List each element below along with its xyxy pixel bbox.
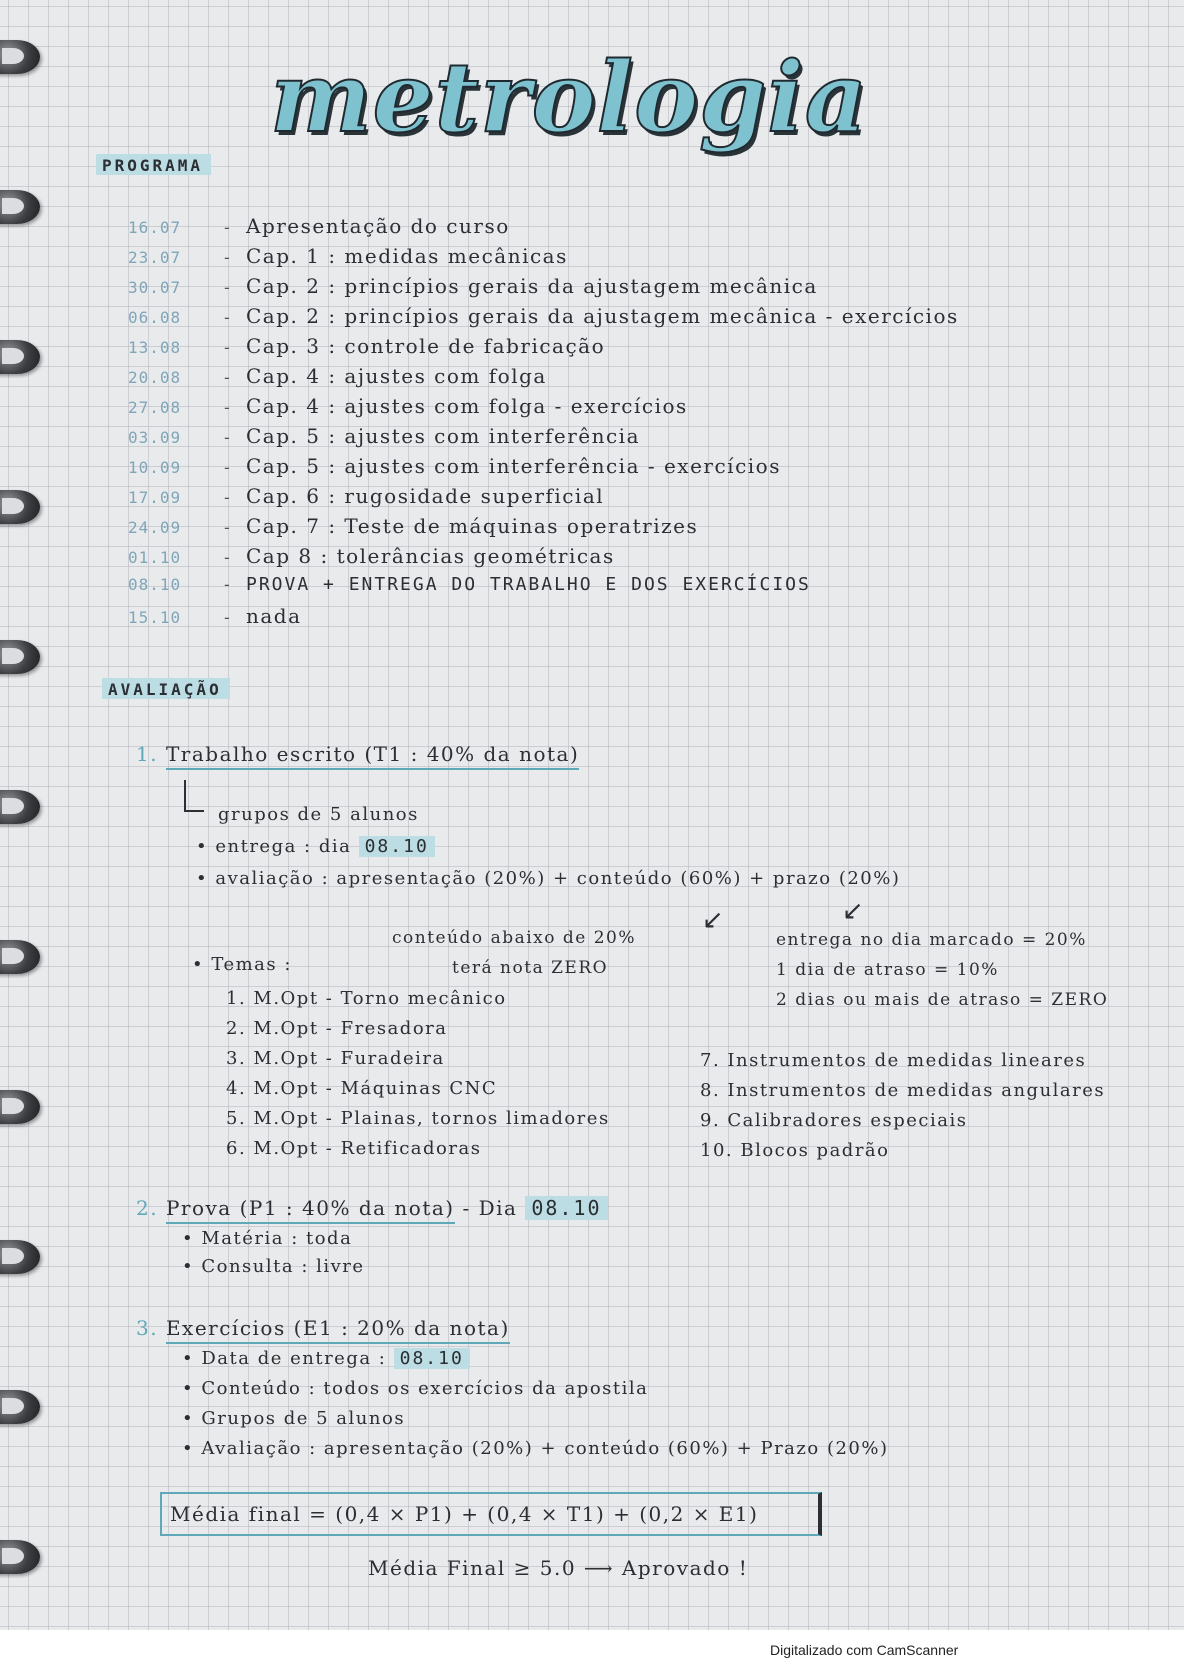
schedule-topic: Cap. 6 : rugosidade superficial xyxy=(246,484,605,508)
tema-item: 2. M.Opt - Fresadora xyxy=(226,1018,448,1039)
note-conteudo-2: terá nota ZERO xyxy=(452,958,609,978)
prova-title-text: Prova (P1 : 40% da nota) xyxy=(166,1196,455,1224)
schedule-date: 30.07 xyxy=(128,278,182,297)
exercicios-conteudo: • Conteúdo : todos os exercícios da apostila xyxy=(182,1378,649,1399)
tema-item: 3. M.Opt - Furadeira xyxy=(226,1048,445,1069)
aprovado-line: Média Final ≥ 5.0 ⟶ Aprovado ! xyxy=(368,1556,749,1580)
note-prazo-3: 2 dias ou mais de atraso = ZERO xyxy=(776,990,1109,1010)
prova-title xyxy=(136,1196,608,1220)
ring-icon xyxy=(0,340,40,374)
ring-icon xyxy=(0,1540,40,1574)
prova-dia-label: - Dia xyxy=(462,1196,518,1220)
schedule-date: 15.10 xyxy=(128,608,182,627)
avaliacao-heading xyxy=(102,678,230,699)
ring-icon xyxy=(0,190,40,224)
ring-icon xyxy=(0,1090,40,1124)
section-number: 2. xyxy=(136,1196,159,1220)
schedule-date: 16.07 xyxy=(128,218,182,237)
arrow-icon: ↙ xyxy=(702,905,724,935)
prova-dia-date: 08.10 xyxy=(525,1196,607,1220)
schedule-row: 06.08 - Cap. 2 : princípios gerais da ajustagem mecânica - exercícios xyxy=(128,304,959,328)
avaliacao-heading-label: AVALIAÇÃO xyxy=(102,678,230,699)
schedule-date: 08.10 xyxy=(128,575,182,594)
schedule-topic: Cap. 5 : ajustes com interferência - exercícios xyxy=(246,454,781,478)
schedule-topic: Cap. 3 : controle de fabricação xyxy=(246,334,606,358)
schedule-topic: Cap. 1 : medidas mecânicas xyxy=(246,244,568,268)
exercicios-data-label: • Data de entrega : xyxy=(182,1348,387,1369)
trabalho-title-text: Trabalho escrito (T1 : 40% da nota) xyxy=(166,742,579,770)
temas-label: • Temas : xyxy=(192,954,292,975)
spiral-binding xyxy=(0,0,60,1630)
note-conteudo-1: conteúdo abaixo de 20% xyxy=(392,928,637,948)
schedule-topic: Cap. 5 : ajustes com interferência xyxy=(246,424,640,448)
schedule-row: 16.07 - Apresentação do curso xyxy=(128,214,510,238)
arrow-icon xyxy=(184,780,204,812)
tema-item: 4. M.Opt - Máquinas CNC xyxy=(226,1078,498,1099)
schedule-topic: PROVA + ENTREGA DO TRABALHO E DOS EXERCÍCIOS xyxy=(246,574,811,595)
schedule-date: 24.09 xyxy=(128,518,182,537)
ring-icon xyxy=(0,490,40,524)
schedule-row: 23.07 - Cap. 1 : medidas mecânicas xyxy=(128,244,568,268)
ring-icon xyxy=(0,1240,40,1274)
page-title: metrologia xyxy=(270,41,868,154)
schedule-date: 23.07 xyxy=(128,248,182,267)
schedule-row: 13.08 - Cap. 3 : controle de fabricação xyxy=(128,334,606,358)
schedule-topic: Cap. 2 : princípios gerais da ajustagem mecânica - exercícios xyxy=(246,304,959,328)
schedule-topic: Cap. 2 : princípios gerais da ajustagem mecânica xyxy=(246,274,818,298)
note-prazo-2: 1 dia de atraso = 10% xyxy=(776,960,999,980)
ring-icon xyxy=(0,40,40,74)
programa-heading xyxy=(96,154,211,175)
trabalho-entrega xyxy=(196,836,435,857)
trabalho-title xyxy=(136,742,579,766)
programa-heading-label: PROGRAMA xyxy=(96,154,211,175)
exercicios-avaliacao: • Avaliação : apresentação (20%) + conteúdo (60%) + Prazo (20%) xyxy=(182,1438,889,1459)
schedule-row: 20.08 - Cap. 4 : ajustes com folga xyxy=(128,364,547,388)
schedule-date: 03.09 xyxy=(128,428,182,447)
ring-icon xyxy=(0,790,40,824)
schedule-row: 30.07 - Cap. 2 : princípios gerais da ajustagem mecânica xyxy=(128,274,818,298)
media-final-formula: Média final = (0,4 × P1) + (0,4 × T1) + (0,2 × E1) xyxy=(170,1502,759,1526)
ring-icon xyxy=(0,1390,40,1424)
ring-icon xyxy=(0,640,40,674)
section-number: 1. xyxy=(136,742,159,766)
schedule-topic: Apresentação do curso xyxy=(246,214,510,238)
schedule-row: 03.09 - Cap. 5 : ajustes com interferência xyxy=(128,424,640,448)
schedule-row: 27.08 - Cap. 4 : ajustes com folga - exercícios xyxy=(128,394,688,418)
schedule-topic: Cap. 4 : ajustes com folga - exercícios xyxy=(246,394,688,418)
exercicios-title xyxy=(136,1316,510,1340)
schedule-row: 08.10 - PROVA + ENTREGA DO TRABALHO E DOS EXERCÍCIOS xyxy=(128,574,811,595)
tema-item: 9. Calibradores especiais xyxy=(700,1110,968,1131)
schedule-date: 01.10 xyxy=(128,548,182,567)
tema-item: 8. Instrumentos de medidas angulares xyxy=(700,1080,1106,1101)
entrega-date: 08.10 xyxy=(359,836,435,857)
exercicios-data xyxy=(182,1348,470,1369)
schedule-row: 01.10 - Cap 8 : tolerâncias geométricas xyxy=(128,544,615,568)
schedule-topic: Cap. 4 : ajustes com folga xyxy=(246,364,547,388)
trabalho-avaliacao: • avaliação : apresentação (20%) + conteúdo (60%) + prazo (20%) xyxy=(196,868,901,889)
trabalho-grupos: grupos de 5 alunos xyxy=(218,804,419,825)
schedule-date: 17.09 xyxy=(128,488,182,507)
schedule-row: 10.09 - Cap. 5 : ajustes com interferência - exercícios xyxy=(128,454,781,478)
prova-materia: • Matéria : toda xyxy=(182,1228,353,1249)
ring-icon xyxy=(0,940,40,974)
tema-item: 6. M.Opt - Retificadoras xyxy=(226,1138,482,1159)
media-final-box xyxy=(160,1492,822,1536)
schedule-row: 24.09 - Cap. 7 : Teste de máquinas operatrizes xyxy=(128,514,699,538)
schedule-date: 10.09 xyxy=(128,458,182,477)
tema-item: 5. M.Opt - Plainas, tornos limadores xyxy=(226,1108,610,1129)
section-number: 3. xyxy=(136,1316,159,1340)
tema-item: 7. Instrumentos de medidas lineares xyxy=(700,1050,1087,1071)
tema-item: 10. Blocos padrão xyxy=(700,1140,890,1161)
exercicios-grupos: • Grupos de 5 alunos xyxy=(182,1408,406,1429)
schedule-topic: Cap 8 : tolerâncias geométricas xyxy=(246,544,615,568)
exercicios-data-date: 08.10 xyxy=(394,1348,470,1369)
schedule-row: 15.10 - nada xyxy=(128,604,302,628)
schedule-topic: Cap. 7 : Teste de máquinas operatrizes xyxy=(246,514,699,538)
tema-item: 1. M.Opt - Torno mecânico xyxy=(226,988,507,1009)
arrow-icon: ↙ xyxy=(842,896,864,926)
scanner-footer: Digitalizado com CamScanner xyxy=(770,1642,959,1658)
note-prazo-1: entrega no dia marcado = 20% xyxy=(776,930,1087,950)
schedule-date: 27.08 xyxy=(128,398,182,417)
schedule-date: 20.08 xyxy=(128,368,182,387)
schedule-topic: nada xyxy=(246,604,302,628)
schedule-date: 13.08 xyxy=(128,338,182,357)
exercicios-title-text: Exercícios (E1 : 20% da nota) xyxy=(166,1316,510,1344)
prova-consulta: • Consulta : livre xyxy=(182,1256,365,1277)
schedule-date: 06.08 xyxy=(128,308,182,327)
entrega-label: • entrega : dia xyxy=(196,836,352,857)
schedule-row: 17.09 - Cap. 6 : rugosidade superficial xyxy=(128,484,605,508)
